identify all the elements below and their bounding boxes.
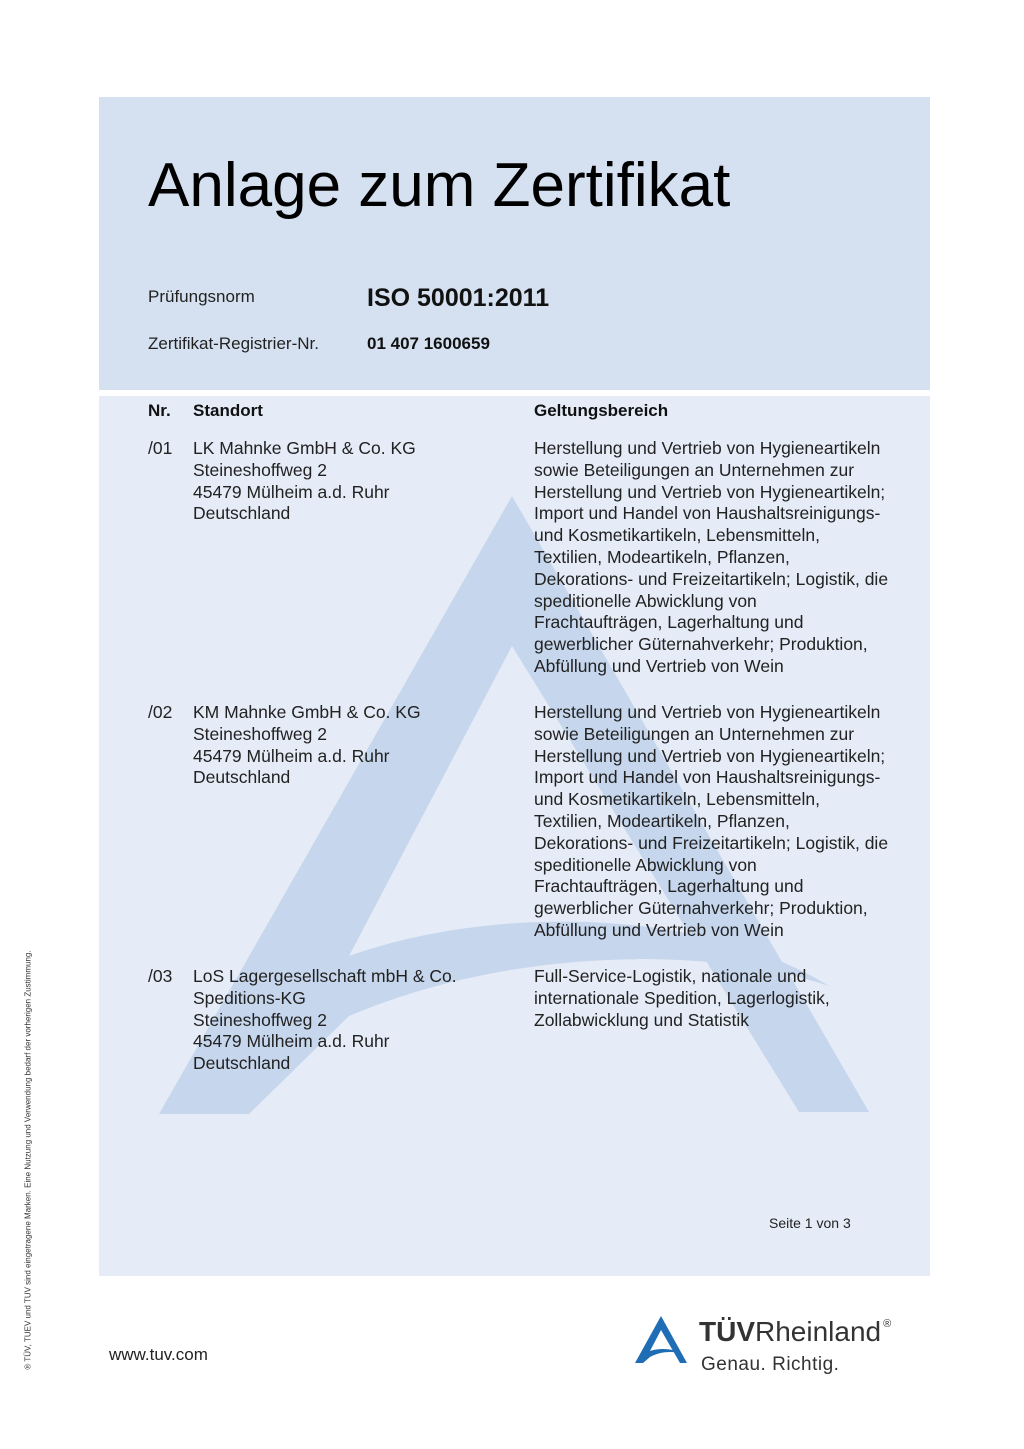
scope-line: internationale Spedition, Lagerlogistik, — [534, 987, 830, 1008]
site-address — [193, 966, 513, 1075]
address-line: 45479 Mülheim a.d. Ruhr — [193, 481, 390, 502]
address-line: LK Mahnke GmbH & Co. KG — [193, 438, 416, 458]
norm-value: ISO 50001:2011 — [367, 284, 550, 312]
scope-line: Frachtaufträgen, Lagerhaltung und — [534, 612, 804, 633]
scope-text — [534, 438, 934, 678]
row-number: /01 — [148, 438, 173, 458]
row-number: /03 — [148, 966, 173, 986]
logo-brand-bold: TÜV — [699, 1316, 755, 1347]
scope-line: Import und Handel von Haushaltsreinigungs- — [534, 503, 881, 524]
scope-line: Herstellung und Vertrieb von Hygieneartikeln — [534, 438, 881, 458]
scope-line: sowie Beteiligungen an Unternehmen zur — [534, 723, 855, 744]
tuv-rheinland-logo — [633, 1313, 933, 1393]
scope-line: Textilien, Modeartikeln, Pflanzen, — [534, 546, 790, 567]
scope-line: Abfüllung und Vertrieb von Wein — [534, 655, 784, 676]
scope-text — [534, 966, 934, 1031]
scope-line: Herstellung und Vertrieb von Hygieneartikeln; — [534, 745, 886, 766]
site-address — [193, 702, 513, 789]
address-line: Steineshoffweg 2 — [193, 459, 327, 480]
scope-line: und Kosmetikartikeln, Lebensmitteln, — [534, 525, 820, 546]
address-line: 45479 Mülheim a.d. Ruhr — [193, 745, 390, 766]
address-line: Speditions-KG — [193, 987, 306, 1008]
scope-line: Full-Service-Logistik, nationale und — [534, 966, 807, 986]
logo-slogan: Genau. Richtig. — [701, 1354, 840, 1375]
address-line: 45479 Mülheim a.d. Ruhr — [193, 1031, 390, 1052]
address-line: Deutschland — [193, 1053, 291, 1074]
logo-brand-rest: Rheinland — [755, 1316, 882, 1347]
column-header-nr: Nr. — [148, 401, 171, 420]
site-address — [193, 438, 513, 525]
scope-line: Dekorations- und Freizeitartikeln; Logistik, die — [534, 568, 889, 589]
scope-line: Dekorations- und Freizeitartikeln; Logistik, die — [534, 832, 889, 853]
address-line: LoS Lagergesellschaft mbH & Co. — [193, 966, 457, 986]
registration-number: 01 407 1600659 — [367, 334, 490, 353]
page-number: Seite 1 von 3 — [769, 1215, 851, 1231]
scope-line: und Kosmetikartikeln, Lebensmitteln, — [534, 789, 820, 810]
address-line: Steineshoffweg 2 — [193, 1009, 327, 1030]
website-link[interactable]: www.tuv.com — [109, 1345, 208, 1364]
scope-line: Textilien, Modeartikeln, Pflanzen, — [534, 810, 790, 831]
scope-line: Import und Handel von Haushaltsreinigungs- — [534, 767, 881, 788]
norm-label: Prüfungsnorm — [148, 287, 255, 306]
scope-text — [534, 702, 934, 942]
scope-line: Zollabwicklung und Statistik — [534, 1009, 749, 1030]
scope-line: Abfüllung und Vertrieb von Wein — [534, 919, 784, 940]
column-header-scope: Geltungsbereich — [534, 401, 669, 420]
scope-line: Herstellung und Vertrieb von Hygieneartikeln — [534, 702, 881, 722]
scope-line: sowie Beteiligungen an Unternehmen zur — [534, 459, 855, 480]
scope-line: Frachtaufträgen, Lagerhaltung und — [534, 876, 804, 897]
address-line: Deutschland — [193, 503, 291, 524]
address-line: Deutschland — [193, 767, 291, 788]
registration-label: Zertifikat-Registrier-Nr. — [148, 334, 319, 353]
document-title: Anlage zum Zertifikat — [148, 151, 731, 220]
logo-wordmark — [699, 1316, 891, 1348]
registered-mark: ® — [883, 1318, 892, 1330]
trademark-note: ® TÜV, TUEV und TUV sind eingetragene Marken. Eine Nutzung und Verwendung bedarf der vorherigen Zustimmung. — [23, 950, 33, 1370]
tuv-triangle-icon — [633, 1313, 689, 1365]
column-header-site: Standort — [193, 401, 263, 420]
address-line: KM Mahnke GmbH & Co. KG — [193, 702, 421, 722]
scope-line: speditionelle Abwicklung von — [534, 854, 757, 875]
scope-line: Herstellung und Vertrieb von Hygieneartikeln; — [534, 481, 886, 502]
row-number: /02 — [148, 702, 173, 722]
scope-line: gewerblicher Güternahverkehr; Produktion, — [534, 634, 868, 655]
scope-line: gewerblicher Güternahverkehr; Produktion, — [534, 898, 868, 919]
address-line: Steineshoffweg 2 — [193, 723, 327, 744]
scope-line: speditionelle Abwicklung von — [534, 590, 757, 611]
